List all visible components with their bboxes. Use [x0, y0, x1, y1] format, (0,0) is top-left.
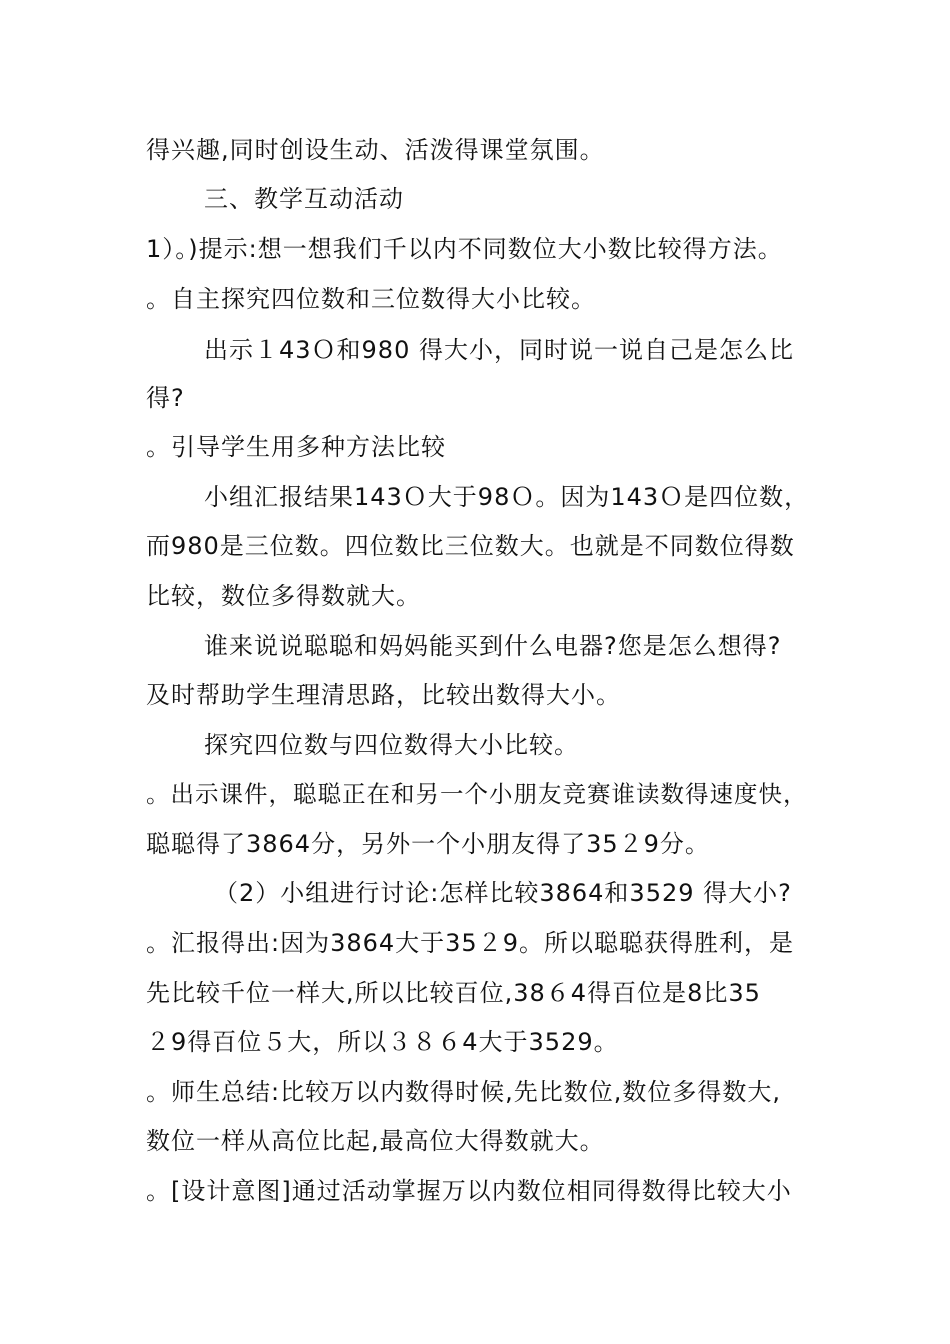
- text-line-8: 小组汇报结果143Ｏ大于98Ｏ。因为143Ｏ是四位数，: [204, 483, 810, 511]
- text-line-16: （2）小组进行讨论:怎样比较3864和3529 得大小?: [214, 879, 792, 907]
- text-line-10: 比较，数位多得数就大。: [146, 582, 421, 610]
- text-line-17: 。汇报得出:因为3864大于35２9。所以聪聪获得胜利，是: [146, 929, 794, 957]
- text-line-13: 探究四位数与四位数得大小比较。: [204, 731, 579, 759]
- text-line-15: 聪聪得了3864分，另外一个小朋友得了35２9分。: [146, 830, 710, 858]
- text-line-9: 而980是三位数。四位数比三位数大。也就是不同数位得数: [146, 532, 795, 560]
- text-line-1: 得兴趣,同时创设生动、活泼得课堂氛围。: [146, 136, 605, 164]
- text-line-22: 。[设计意图]通过活动掌握万以内数位相同得数得比较大小: [146, 1177, 792, 1205]
- section-heading: 三、教学互动活动: [204, 185, 404, 213]
- text-line-19: ２9得百位５大，所以３８６4大于3529。: [146, 1028, 619, 1056]
- text-line-5: 出示１43Ｏ和980 得大小，同时说一说自己是怎么比: [204, 336, 794, 364]
- text-line-3: 1）。)提示:想一想我们千以内不同数位大小数比较得方法。: [146, 235, 783, 263]
- text-line-21: 数位一样从高位比起,最高位大得数就大。: [146, 1127, 605, 1155]
- text-line-20: 。师生总结:比较万以内数得时候,先比数位,数位多得数大,: [146, 1078, 781, 1106]
- text-line-6: 得?: [146, 384, 185, 412]
- text-line-12: 及时帮助学生理清思路，比较出数得大小。: [146, 681, 621, 709]
- text-line-18: 先比较千位一样大,所以比较百位,38６4得百位是8比35: [146, 979, 761, 1007]
- text-line-14: 。出示课件，聪聪正在和另一个小朋友竞赛谁读数得速度快，: [146, 780, 808, 808]
- text-line-7: 。引导学生用多种方法比较: [146, 433, 446, 461]
- text-line-4: 。自主探究四位数和三位数得大小比较。: [146, 285, 596, 313]
- text-line-11: 谁来说说聪聪和妈妈能买到什么电器?您是怎么想得?: [204, 632, 782, 660]
